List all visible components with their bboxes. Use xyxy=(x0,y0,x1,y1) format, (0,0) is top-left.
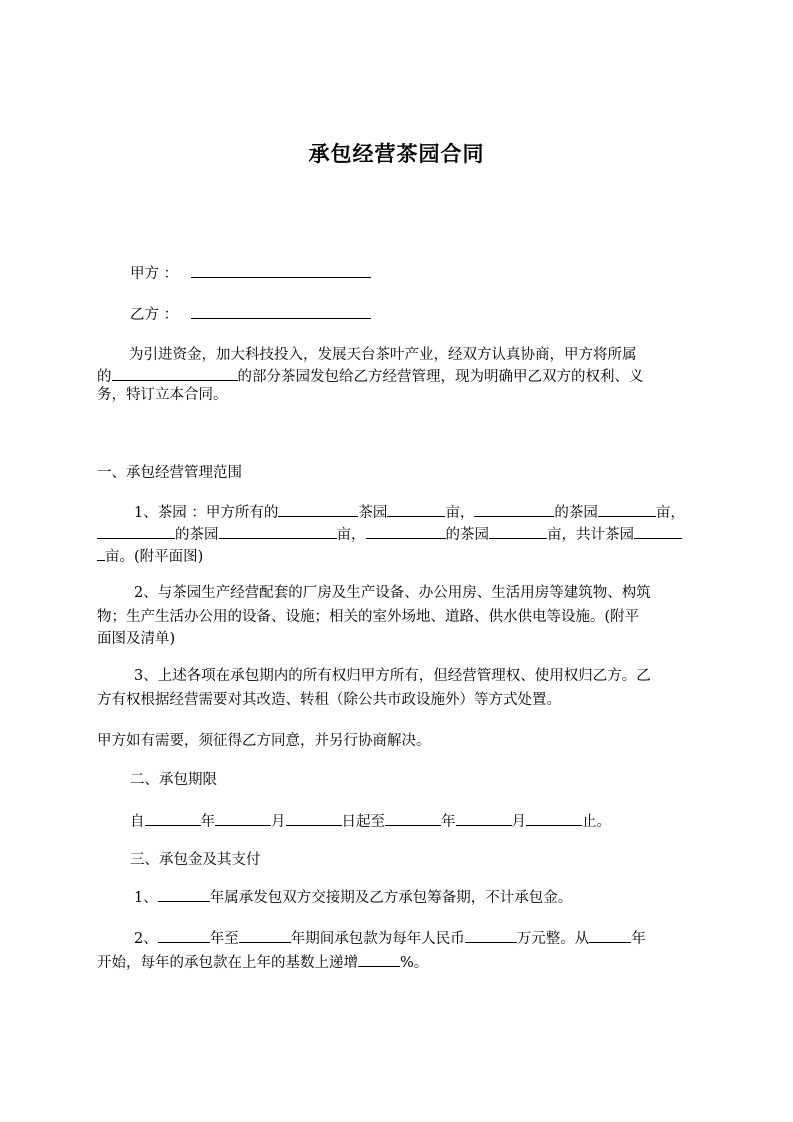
party-b-label: 乙方 ： xyxy=(130,307,179,323)
s1-item1-line3: 亩。(附平面图) xyxy=(97,545,203,567)
s1-item3-line1: 3、上述各项在承包期内的所有权归甲方所有，但经营管理权、使用权归乙方。乙 xyxy=(134,668,651,684)
s1-item1-line1: 1、茶园 ：甲方所有的 茶园 亩， 的茶园 亩， xyxy=(134,501,685,523)
party-b-blank xyxy=(191,303,371,319)
s1-item2-line2: 物；生产生活办公用的设备、设施；相关的室外场地、道路、供水供电等设施。(附平 xyxy=(97,609,640,625)
intro-line-3: 务，特订立本合同。 xyxy=(97,387,228,403)
s1-item2-line3: 面图及清单) xyxy=(97,631,176,647)
s3-item2-line1: 2、 年至 年期间承包款为每年人民币 万元整。从 年 xyxy=(134,927,646,949)
term-line: 自 年 月 日起至 年 月 止。 xyxy=(130,810,611,832)
party-a-blank xyxy=(191,262,371,278)
document-title: 承包经营茶园合同 xyxy=(308,142,485,166)
s1-item1-line2: 的茶园 亩， 的茶园 亩，共计茶园 xyxy=(97,523,682,545)
section2-heading: 二、承包期限 xyxy=(130,772,217,788)
s1-note: 甲方如有需要，须征得乙方同意，并另行协商解决。 xyxy=(97,733,431,749)
section1-heading: 一、承包经营管理范围 xyxy=(97,465,242,481)
s3-item1: 1、 年属承发包双方交接期及乙方承包筹备期，不计承包金。 xyxy=(134,886,572,908)
party-a-label: 甲方 ： xyxy=(130,266,179,282)
party-b-line xyxy=(130,303,371,325)
section3-heading: 三、承包金及其支付 xyxy=(130,852,261,868)
s3-item2-line2: 开始，每年的承包款在上年的基数上递增 %。 xyxy=(97,951,428,973)
s1-item3-line2: 方有权根据经营需要对其改造、转租（除公共市政设施外）等方式处置。 xyxy=(97,692,561,708)
s1-item2-line1: 2、与茶园生产经营配套的厂房及生产设备、办公用房、生活用房等建筑物、构筑 xyxy=(134,585,651,601)
intro-line-1: 为引进资金，加大科技投入，发展天台茶叶产业，经双方认真协商，甲方将所属 xyxy=(129,347,637,363)
party-a-line xyxy=(130,262,371,284)
intro-line-2: 的 的部分茶园发包给乙方经营管理，现为明确甲乙双方的权利、义 xyxy=(97,365,644,387)
affiliation-blank xyxy=(112,365,238,381)
